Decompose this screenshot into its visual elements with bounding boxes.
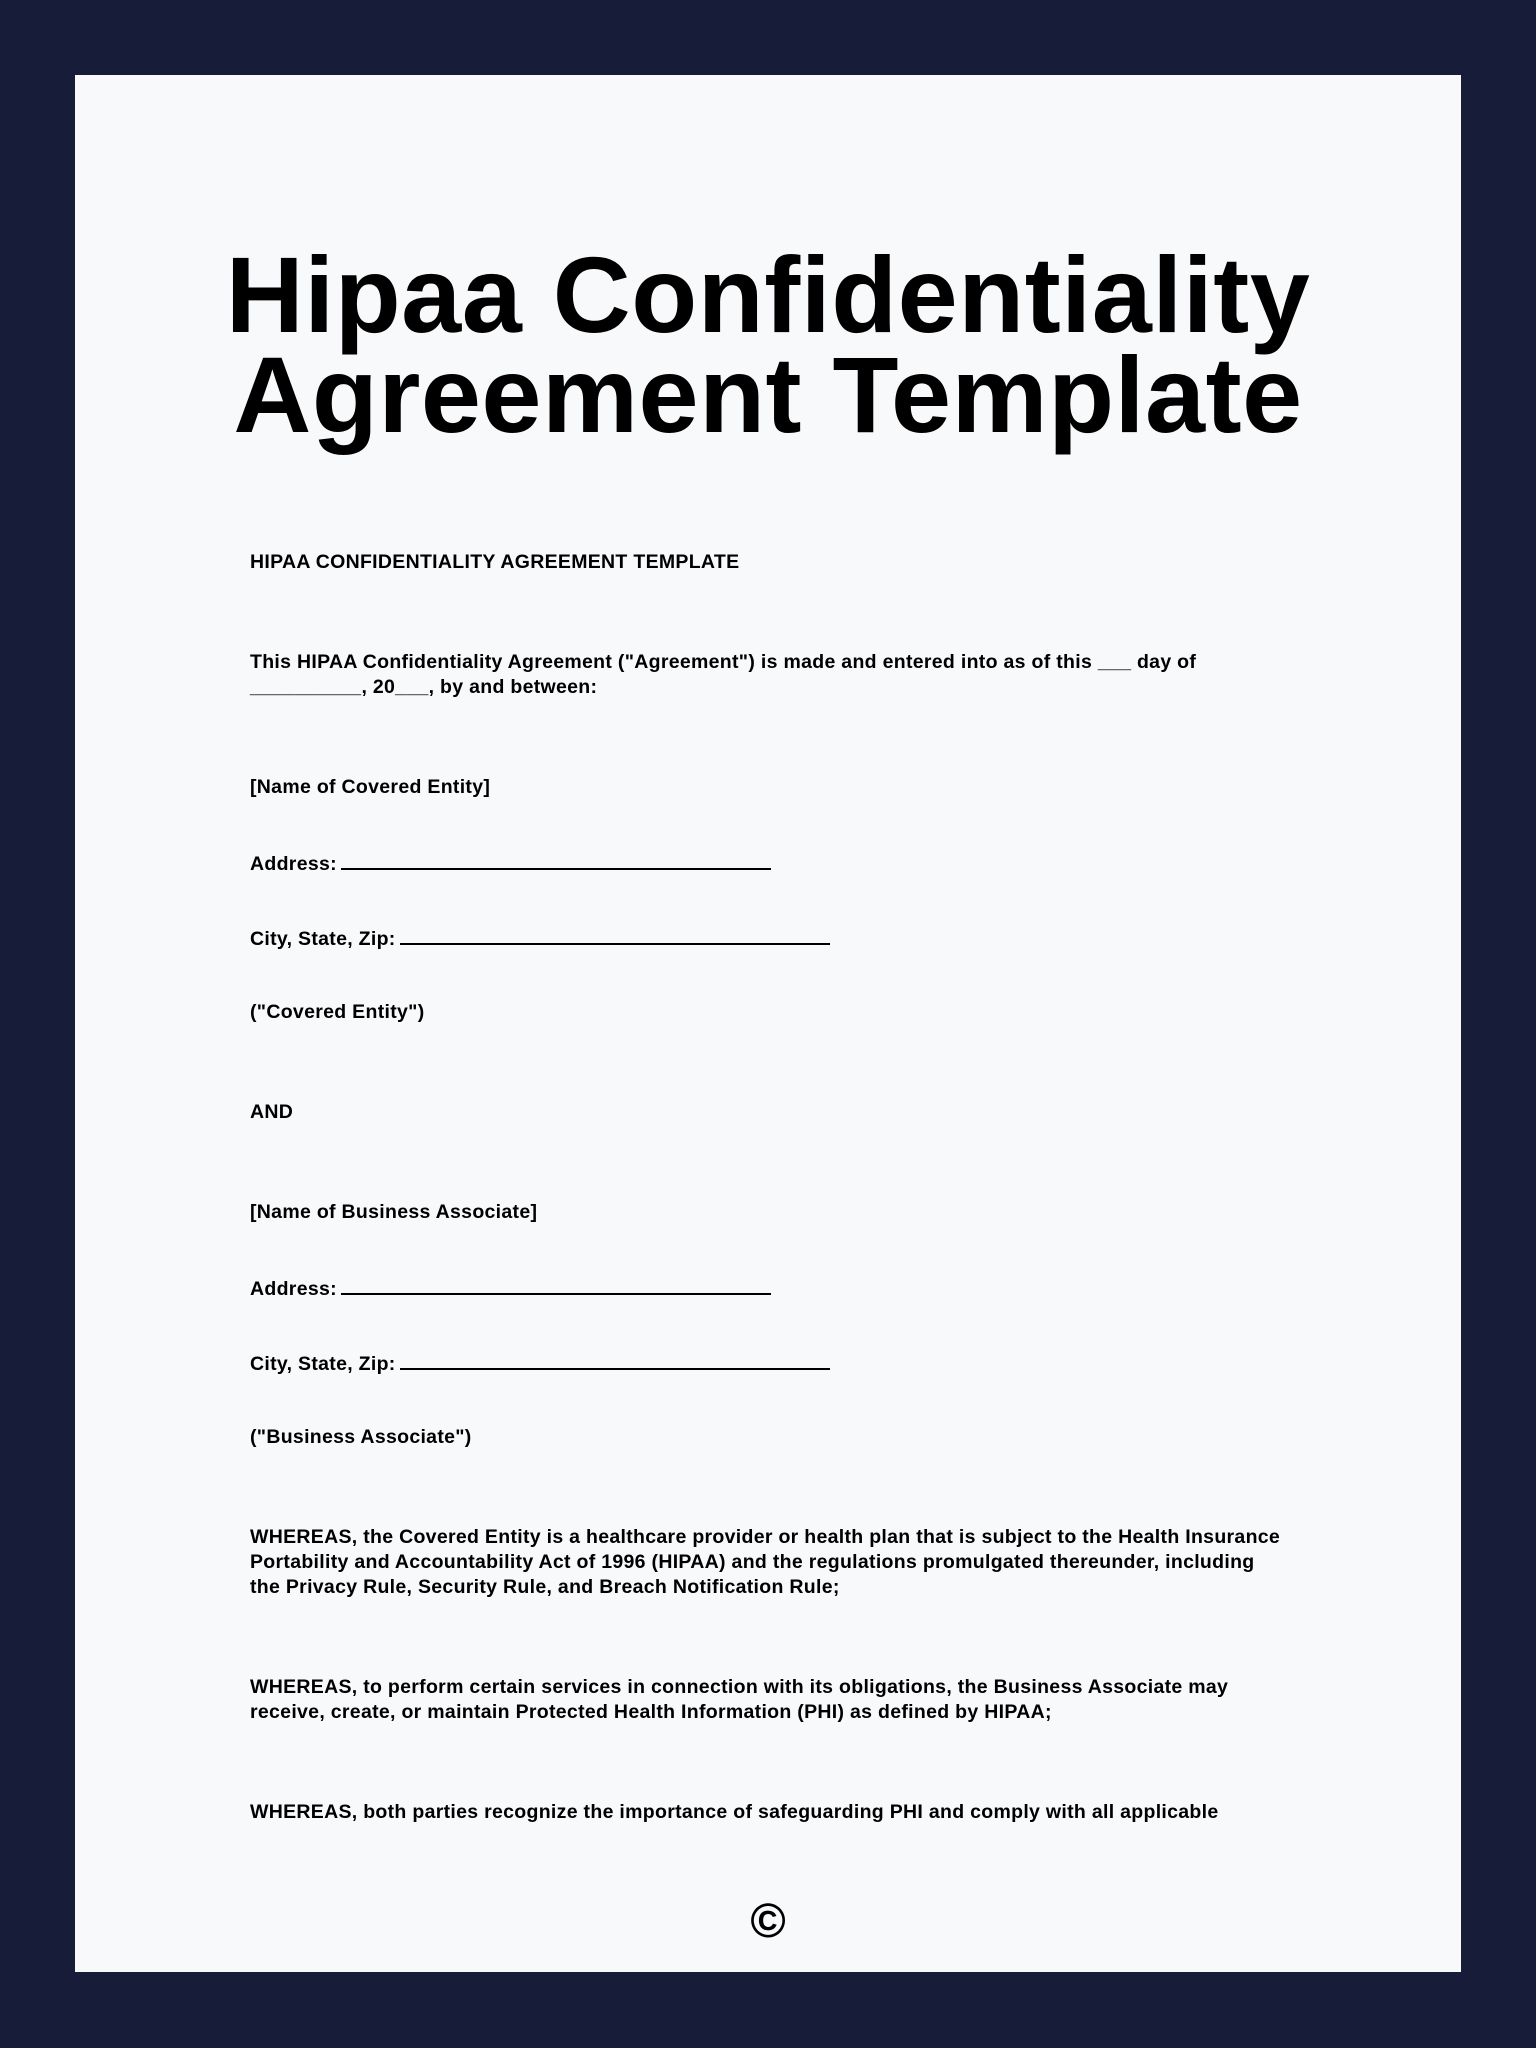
business-associate-address-row — [250, 1275, 771, 1302]
copyright-icon: © — [750, 1895, 786, 1948]
whereas-2-line-2: receive, create, or maintain Protected Health Information (PHI) as defined by HIPAA; — [250, 1701, 1052, 1723]
business-associate-city-row — [250, 1350, 830, 1377]
intro-line-1: This HIPAA Confidentiality Agreement ("Agreement") is made and entered into as of this ___ day of — [250, 651, 1197, 673]
business-associate-designation: ("Business Associate") — [250, 1426, 472, 1448]
business-associate-address-blank[interactable] — [341, 1275, 771, 1295]
whereas-1-line-2: Portability and Accountability Act of 1996 (HIPAA) and the regulations promulgated thereunder, including — [250, 1551, 1255, 1573]
section-heading: HIPAA CONFIDENTIALITY AGREEMENT TEMPLATE — [250, 551, 740, 573]
covered-entity-designation: ("Covered Entity") — [250, 1001, 425, 1023]
covered-entity-city-label: City, State, Zip: — [250, 928, 396, 950]
intro-line-2: __________, 20___, by and between: — [250, 676, 598, 698]
covered-entity-name: [Name of Covered Entity] — [250, 776, 491, 798]
business-associate-city-blank[interactable] — [400, 1350, 830, 1370]
covered-entity-address-label: Address: — [250, 853, 337, 875]
business-associate-name: [Name of Business Associate] — [250, 1201, 538, 1223]
business-associate-city-label: City, State, Zip: — [250, 1353, 396, 1375]
whereas-2-line-1: WHEREAS, to perform certain services in connection with its obligations, the Business Associate may — [250, 1676, 1229, 1698]
business-associate-address-label: Address: — [250, 1278, 337, 1300]
title-line-1: Hipaa Confidentiality — [225, 234, 1311, 355]
whereas-1-line-3: the Privacy Rule, Security Rule, and Breach Notification Rule; — [250, 1576, 840, 1598]
covered-entity-city-row — [250, 925, 830, 952]
covered-entity-city-blank[interactable] — [400, 925, 830, 945]
document-page — [75, 75, 1461, 1972]
document-title — [75, 234, 1461, 455]
title-line-2: Agreement Template — [233, 334, 1303, 455]
covered-entity-address-row — [250, 850, 771, 877]
whereas-1-line-1: WHEREAS, the Covered Entity is a healthcare provider or health plan that is subject to the Health Insurance — [250, 1526, 1281, 1548]
covered-entity-address-blank[interactable] — [341, 850, 771, 870]
and-separator: AND — [250, 1101, 294, 1123]
whereas-3-line-1: WHEREAS, both parties recognize the importance of safeguarding PHI and comply with all applicable — [250, 1801, 1219, 1823]
